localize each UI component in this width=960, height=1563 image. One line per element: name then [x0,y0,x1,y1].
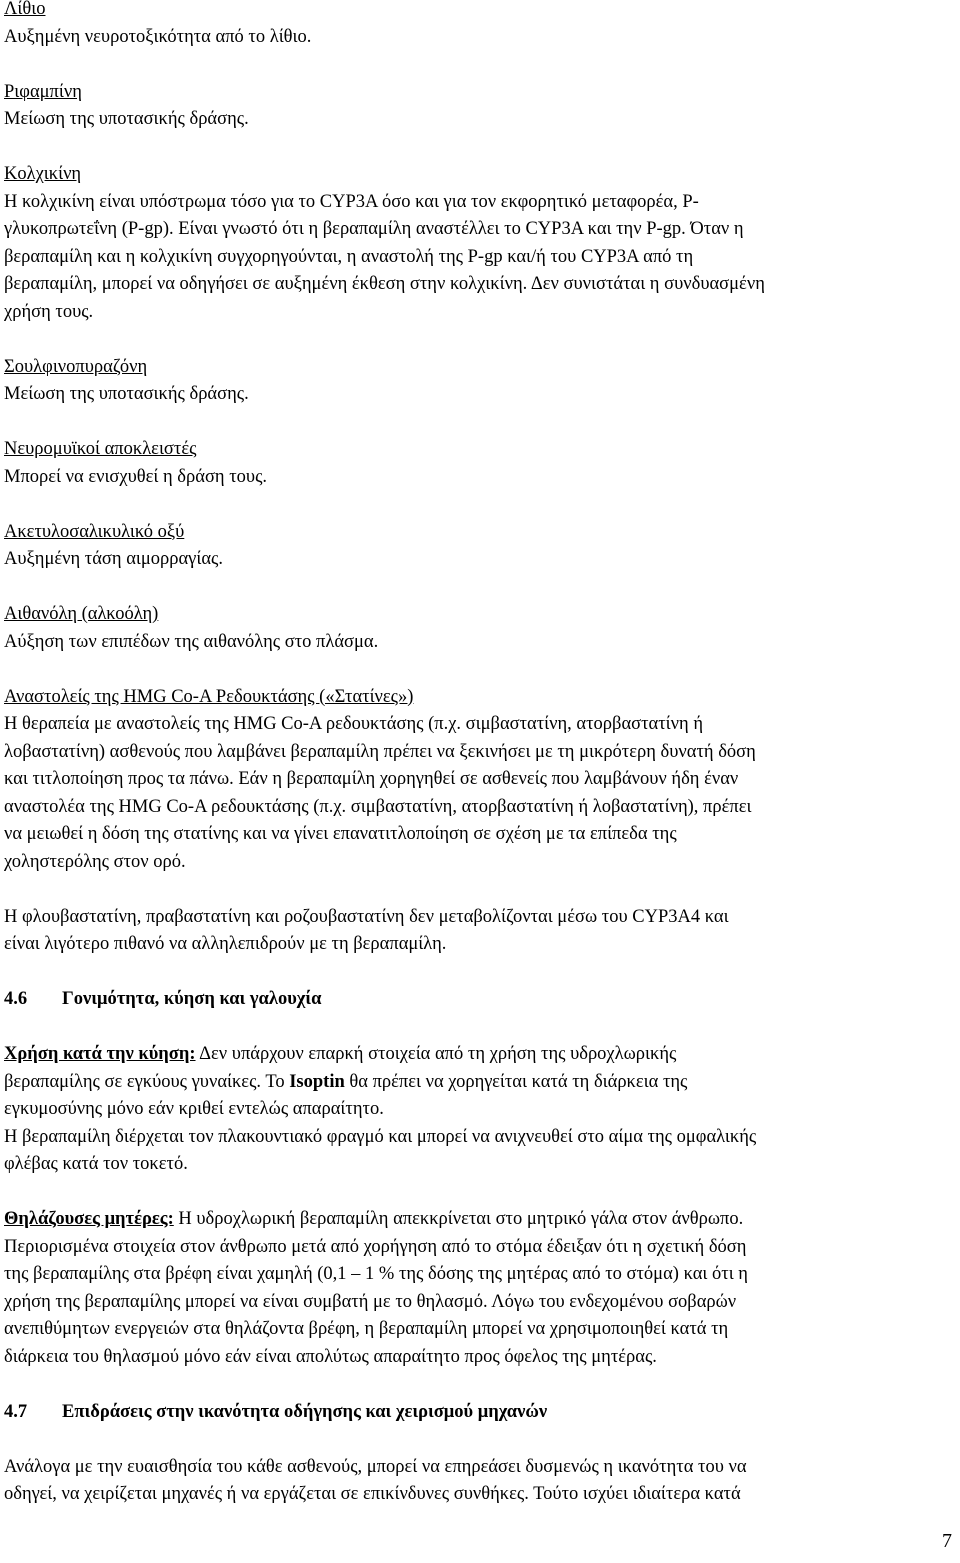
interaction-statins [4,684,952,877]
paragraph-line: να μειωθεί η δόση της στατίνης και να γίνει επανατιτλοποίηση σε σχέση με τα επίπεδα της [4,824,677,844]
breastfeeding-paragraph [4,1206,952,1371]
paragraph-line: οδηγεί, να χειρίζεται μηχανές ή να εργάζεται σε επικίνδυνες συνθήκες. Τούτο ισχύει ιδιαίτερα κατά [4,1484,741,1504]
interaction-heading: Νευρομυϊκοί αποκλειστές [4,439,197,459]
brand-name: Isoptin [289,1071,345,1092]
interaction-heading: Λίθιο [4,0,46,19]
document-page [4,0,952,1536]
paragraph-line: χοληστερόλης στον ορό. [4,851,186,872]
pregnancy-label: Χρήση κατά την κύηση: [4,1044,196,1064]
interaction-text: Μείωση της υποτασικής δράσης. [4,109,249,129]
paragraph-line: Η κολχικίνη είναι υπόστρωμα τόσο για το CYP3A όσο και για τον εκφορητικό μεταφορέα, P- [4,191,699,212]
section-title: Γονιμότητα, κύηση και γαλουχία [62,989,322,1009]
paragraph-line: χρήση της βεραπαμίλης μπορεί να είναι συμβατή με το θηλασμό. Λόγω του ενδεχομένου σοβαρών [4,1291,737,1312]
interaction-heading: Ριφαμπίνη [4,81,82,102]
interaction-colchicine [4,161,952,326]
section-title: Επιδράσεις στην ικανότητα οδήγησης και χειρισμού μηχανών [62,1401,548,1422]
breastfeeding-label: Θηλάζουσες μητέρες: [4,1209,174,1229]
paragraph-line: διάρκεια του θηλασμού μόνο εάν είναι απολύτως απαραίτητο προς όφελος της μητέρας. [4,1346,657,1367]
pregnancy-paragraph [4,1041,952,1179]
paragraph-line: βεραπαμίλη και η κολχικίνη συγχορηγούνται, η αναστολή της P-gp και/ή του CYP3A από τη [4,246,694,267]
paragraph-line: εγκυμοσύνης μόνο εάν κριθεί εντελώς απαραίτητο. [4,1099,384,1119]
interaction-text: Αύξηση των επιπέδων της αιθανόλης στο πλάσμα. [4,631,379,652]
paragraph-line: Η φλουβαστατίνη, πραβαστατίνη και ροζουβαστατίνη δεν μεταβολίζονται μέσω του CYP3A4 και [4,906,729,927]
interaction-sulfinpyrazone [4,354,952,409]
section-heading-4-7 [4,1399,952,1427]
interaction-heading: Κολχικίνη [4,164,82,184]
paragraph-text: βεραπαμίλης σε εγκύους γυναίκες. Το [4,1071,290,1092]
paragraph-line: Η θεραπεία με αναστολείς της HMG Co-A ρεδουκτάσης (π.χ. σιμβαστατίνη, ατορβαστατίνη ή [4,714,703,734]
paragraph-line: Ανάλογα με την ευαισθησία του κάθε ασθενούς, μπορεί να επηρεάσει δυσμενώς η ικανότητα του να [4,1456,747,1477]
interaction-ethanol [4,601,952,656]
interaction-text: Μείωση της υποτασικής δράσης. [4,384,249,404]
paragraph-line: Περιορισμένα στοιχεία στον άνθρωπο μετά από χορήγηση από το στόμα έδειξαν ότι η σχετική δόση [4,1236,747,1257]
interaction-rifampicin [4,79,952,134]
paragraph-text: Η υδροχλωρική βεραπαμίλη απεκκρίνεται στο μητρικό γάλα στον άνθρωπο. [173,1209,744,1229]
interaction-text: Μπορεί να ενισχυθεί η δράση τους. [4,466,268,487]
statin-note [4,904,952,959]
paragraph-line: της βεραπαμίλης στα βρέφη είναι χαμηλή (0,1 – 1 % της δόσης της μητέρας από το στόμα) και ότι η [4,1264,748,1284]
paragraph-line: λοβαστατίνη) ασθενούς που λαμβάνει βεραπαμίλη πρέπει να ξεκινήσει με τη μικρότερη δυνατή δόση [4,741,756,762]
interaction-heading: Σουλφινοπυραζόνη [4,356,148,377]
page-number: 7 [942,1530,952,1552]
paragraph-text: θα πρέπει να χορηγείται κατά τη διάρκεια της [344,1071,688,1092]
section-heading-4-6 [4,986,952,1014]
interaction-heading: Ακετυλοσαλικυλικό οξύ [4,521,185,542]
paragraph-line: φλέβας κατά τον τοκετό. [4,1154,188,1174]
paragraph-line: είναι λιγότερο πιθανό να αλληλεπιδρούν με τη βεραπαμίλη. [4,934,447,954]
interaction-lithium [4,0,952,51]
interaction-text: Αυξημένη νευροτοξικότητα από το λίθιο. [4,26,312,47]
driving-paragraph [4,1454,952,1509]
paragraph-line: γλυκοπρωτεΐνη (P-gp). Είναι γνωστό ότι η βεραπαμίλη αναστέλλει το CYP3A και την P-gp. Όταν η [4,219,744,239]
section-number: 4.7 [4,1401,28,1422]
interaction-heading: Αιθανόλη (αλκοόλη) [4,604,159,624]
paragraph-line: και τιτλοποίηση προς τα πάνω. Εάν η βεραπαμίλη χορηγηθεί σε ασθενείς που λαμβάνουν ήδη έναν [4,769,739,789]
interaction-acetylsalicylic-acid [4,519,952,574]
paragraph-line: αναστολέα της HMG Co-A ρεδουκτάσης (π.χ. σιμβαστατίνη, ατορβαστατίνη ή λοβαστατίνη), πρέπει [4,796,752,817]
paragraph-line: βεραπαμίλη, μπορεί να οδηγήσει σε αυξημένη έκθεση στην κολχικίνη. Δεν συνιστάται η συνδυασμένη [4,274,765,294]
paragraph-line: χρήση τους. [4,301,94,322]
interaction-text: Αυξημένη τάση αιμορραγίας. [4,549,223,569]
paragraph-line: Η βεραπαμίλη διέρχεται τον πλακουντιακό φραγμό και μπορεί να ανιχνευθεί στο αίμα της ομφαλικής [4,1126,757,1147]
interaction-heading: Αναστολείς της HMG Co-A Ρεδουκτάσης («Στατίνες») [4,686,414,707]
paragraph-line: ανεπιθύμητων ενεργειών στα θηλάζοντα βρέφη, η βεραπαμίλη μπορεί να χρησιμοποιηθεί κατά τη [4,1319,729,1339]
paragraph-text: Δεν υπάρχουν επαρκή στοιχεία από τη χρήση της υδροχλωρικής [195,1044,677,1064]
section-number: 4.6 [4,989,28,1009]
interaction-neuromuscular-blockers [4,436,952,491]
